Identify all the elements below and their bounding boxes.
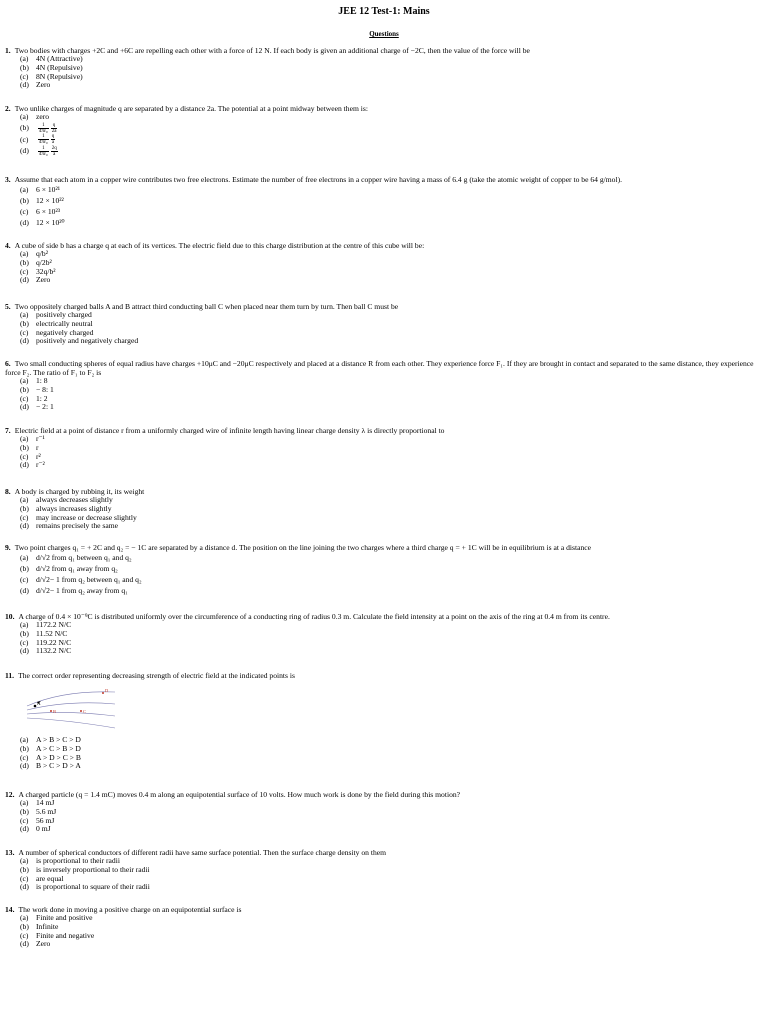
options-list	[5, 113, 760, 157]
question-number: 14.	[5, 905, 15, 914]
question-text: Assume that each atom in a copper wire contributes two free electrons. Estimate the number of free electrons in a copper wire having a mass of 6.4 g (take the atomic weight of copper to be 64 g/mol).	[14, 175, 622, 184]
option: (c) A > D > C > B	[20, 752, 81, 762]
fraction: $\frac{1}{\text{4πε₀}}$	[38, 122, 48, 134]
option: (a) positively charged	[20, 310, 92, 319]
options-list	[5, 799, 760, 834]
question-text: A number of spherical conductors of different radii have same surface potential. Then the surface charge density on them	[18, 848, 387, 857]
option: (d) is proportional to square of their radii	[20, 882, 150, 892]
options-list	[5, 736, 760, 771]
option: (b) 12 × 10²²	[20, 196, 64, 205]
point-a-dot	[34, 705, 37, 708]
field-line	[27, 712, 115, 716]
question-number: 6.	[5, 359, 11, 368]
question-number: 1.	[5, 46, 11, 55]
option: (d) Zero	[20, 939, 51, 949]
options-list	[5, 621, 760, 656]
option: (d) positively and negatively charged	[20, 336, 139, 346]
option: (b) is inversely proportional to their radii	[20, 864, 150, 874]
question-text: Two unlike charges of magnitude q are separated by a distance 2a. The potential at a point midway between them is:	[14, 104, 368, 113]
question-text: Two oppositely charged balls A and B attract third conducting ball C when placed near them turn by turn. Then ball C must be	[14, 302, 399, 311]
option: (d) remains precisely the same	[20, 521, 119, 531]
question-text: Two point charges q₁ = + 2C and q₂ = − 1C are separated by a distance d. The position on the line joining the two charges where a third charge q = + 1C will be in equilibrium is at a distance	[14, 543, 592, 552]
question-number: 8.	[5, 487, 11, 496]
options-list	[5, 311, 760, 346]
question-number: 11.	[5, 671, 15, 680]
option: (d) 12 × 10²⁰	[20, 218, 65, 227]
option: (a) 6 × 10²¹	[20, 185, 61, 194]
options-list	[5, 552, 760, 596]
question-text: The correct order representing decreasing strength of electric field at the indicated points is	[18, 671, 295, 680]
option: (d) − 2: 1	[20, 402, 54, 412]
options-list	[5, 914, 760, 949]
option: (c) r²	[20, 451, 41, 461]
option: (a) d/√2 from q₁ between q₁ and q₂	[20, 553, 132, 562]
options-list	[5, 377, 760, 412]
option: (b) d/√2 from q₁ away from q₂	[20, 564, 118, 573]
question-6	[5, 359, 760, 412]
option: (d) $\frac{1}{\text{4πε₀}}$ $\frac{2q}{a}$	[20, 146, 57, 158]
options-list	[5, 857, 760, 892]
option: (a) 14 mJ	[20, 798, 55, 807]
option: (b) Infinite	[20, 921, 59, 931]
options-list	[5, 184, 760, 228]
question-12	[5, 790, 760, 834]
option: (a) Finite and positive	[20, 913, 93, 922]
option: (b) 5.6 mJ	[20, 806, 57, 816]
options-list	[5, 496, 760, 531]
field-lines-figure	[23, 684, 118, 734]
question-text: The work done in moving a positive charge on an equipotential surface is	[18, 905, 242, 914]
point-b-dot	[50, 710, 52, 712]
question-number: 9.	[5, 543, 11, 552]
option: (d) 0 mJ	[20, 824, 51, 834]
option: (c) 56 mJ	[20, 815, 55, 825]
option: (c) 6 × 10²³	[20, 207, 61, 216]
option: (b) A > C > B > D	[20, 743, 81, 753]
question-5	[5, 302, 760, 346]
point-label-a: A	[37, 702, 41, 707]
question-text: A body is charged by rubbing it, its weight	[14, 487, 145, 496]
option: (a) 1172.2 N/C	[20, 620, 72, 629]
question-number: 5.	[5, 302, 11, 311]
question-number: 12.	[5, 790, 15, 799]
option: (c) may increase or decrease slightly	[20, 512, 137, 522]
option: (c) are equal	[20, 873, 64, 883]
option: (d) 1132.2 N/C	[20, 646, 72, 656]
question-9	[5, 543, 760, 596]
point-label-c: C	[83, 709, 87, 714]
option: (b) electrically neutral	[20, 318, 93, 328]
option: (a) always decreases slightly	[20, 495, 113, 504]
question-text: A charge of 0.4 × 10⁻⁹C is distributed uniformly over the circumference of a conducting ring of radius 0.3 m. Calculate the field intensity at a point on the axis of the ring at 0.4 m from its centre.	[18, 612, 610, 621]
fraction: $\frac{q}{2a}$	[51, 122, 57, 134]
option: (c) 119.22 N/C	[20, 637, 72, 647]
question-14	[5, 905, 760, 949]
option: (b) q/2b²	[20, 257, 52, 267]
question-4	[5, 241, 760, 285]
point-label-d: D	[105, 688, 109, 693]
option: (b) − 8: 1	[20, 384, 54, 394]
question-number: 10.	[5, 612, 15, 621]
question-number: 7.	[5, 426, 11, 435]
question-3	[5, 175, 760, 228]
question-text: Two bodies with charges +2C and +6C are repelling each other with a force of 12 N. If each body is given an additional charge of −2C, then the value of the force will be	[14, 46, 530, 55]
options-list	[5, 250, 760, 285]
question-7	[5, 426, 760, 470]
option: (a) 1: 8	[20, 376, 48, 385]
question-number: 3.	[5, 175, 11, 184]
page-title: JEE 12 Test-1: Mains	[338, 6, 430, 17]
point-d-dot	[102, 692, 104, 694]
option: (a) is proportional to their radii	[20, 856, 120, 865]
question-8	[5, 487, 760, 531]
question-text: Two small conducting spheres of equal radius have charges +10μC and −20μC respectively and placed at a distance R from each other. They experience force F₁. If they are brought in contact and separated to the same distance, they experience force F₂. The ratio of F₁ to F₂ is	[5, 359, 754, 377]
point-c-dot	[80, 710, 82, 712]
option: (b) 11.52 N/C	[20, 628, 68, 638]
question-text: A cube of side b has a charge q at each of its vertices. The electric field due to this charge distribution at the centre of this cube will be:	[14, 241, 425, 250]
option: (c) 32q/b²	[20, 266, 56, 276]
question-10	[5, 612, 760, 656]
option: (a) 4N (Attractive)	[20, 54, 83, 63]
option: (b) always increases slightly	[20, 503, 112, 513]
option: (d) d/√2− 1 from q₂ away from q₁	[20, 586, 128, 595]
question-number: 13.	[5, 848, 15, 857]
question-1	[5, 46, 760, 90]
option: (d) r⁻²	[20, 460, 45, 470]
option: (a) r⁻¹	[20, 434, 45, 443]
option: (a) q/b²	[20, 249, 48, 258]
question-number: 4.	[5, 241, 11, 250]
option: (c) $\frac{1}{\text{4πε₀}}$ $\frac{q}{a}$	[20, 134, 55, 146]
option: (c) d/√2− 1 from q₂ between q₁ and q₂	[20, 575, 142, 584]
option: (d) B > C > D > A	[20, 761, 81, 771]
point-label-b: B	[53, 709, 57, 714]
fraction: $\frac{2q}{a}$	[51, 146, 57, 158]
option: (c) negatively charged	[20, 327, 94, 337]
question-text: Electric field at a point of distance r from a uniformly charged wire of infinite length having linear charge density λ is directly proportional to	[14, 426, 445, 435]
option: (a) A > B > C > D	[20, 735, 81, 744]
options-list	[5, 435, 760, 470]
fraction: $\frac{1}{\text{4πε₀}}$	[38, 134, 48, 146]
option: (b) 4N (Repulsive)	[20, 62, 83, 72]
fraction: $\frac{1}{\text{4πε₀}}$	[38, 146, 48, 158]
option: (c) 8N (Repulsive)	[20, 71, 83, 81]
field-line	[27, 718, 115, 728]
option: (a) zero	[20, 112, 50, 121]
section-heading: Questions	[369, 30, 399, 38]
option: (c) 1: 2	[20, 393, 48, 403]
option: (b) $\frac{1}{\text{4πε₀}}$ $\frac{q}{2a}$	[20, 122, 57, 134]
option: (d) Zero	[20, 275, 51, 285]
options-list	[5, 55, 760, 90]
option: (c) Finite and negative	[20, 930, 95, 940]
fraction: $\frac{q}{a}$	[51, 134, 55, 146]
option: (d) Zero	[20, 80, 51, 90]
question-11	[5, 671, 760, 771]
question-2	[5, 104, 760, 157]
option: (b) r	[20, 442, 39, 452]
question-number: 2.	[5, 104, 11, 113]
question-text: A charged particle (q = 1.4 mC) moves 0.4 m along an equipotential surface of 10 volts. How much work is done by the field during this motion?	[18, 790, 461, 799]
question-13	[5, 848, 760, 892]
